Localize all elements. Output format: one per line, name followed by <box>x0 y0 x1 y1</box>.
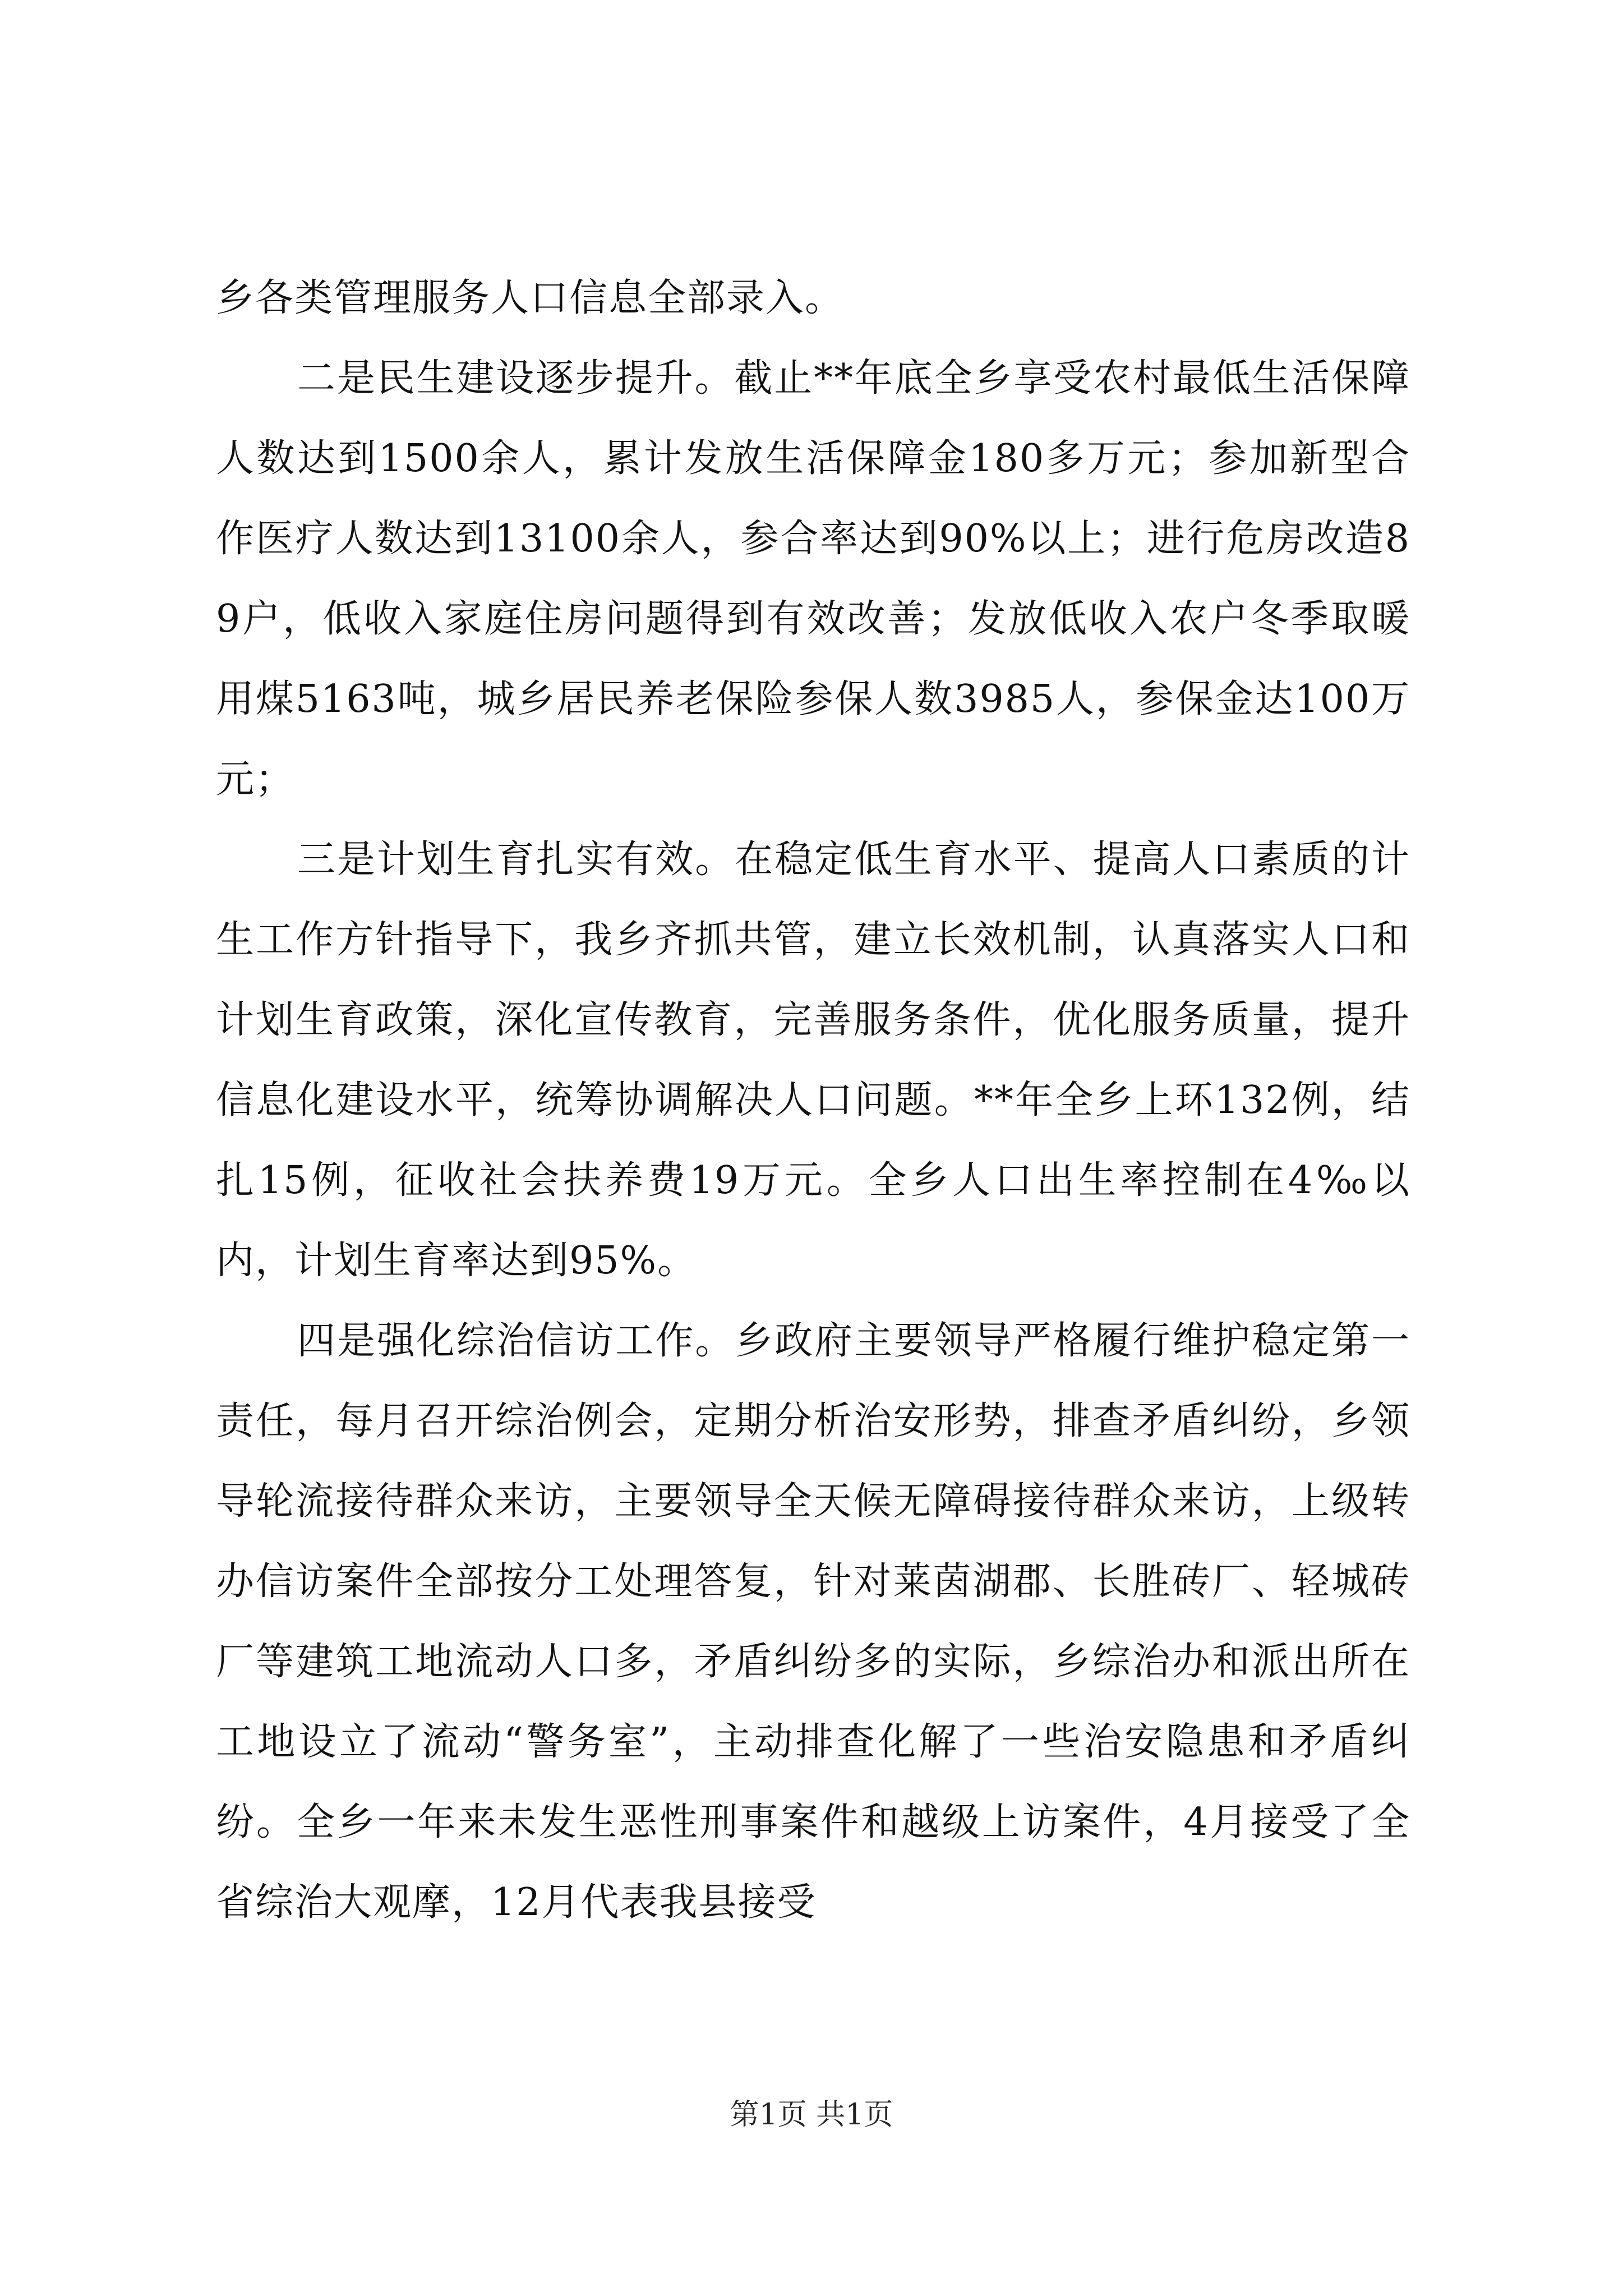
paragraph-3: 三是计划生育扎实有效。在稳定低生育水平、提高人口素质的计生工作方针指导下，我乡齐抓共管，建立长效机制，认真落实人口和计划生育政策，深化宣传教育，完善服务条件，优化服务质量，提升信息化建设水平，统筹协调解决人口问题。**年全乡上环132例，结扎15例，征收社会扶养费19万元。全乡人口出生率控制在4‰以内，计划生育率达到95%。 <box>216 838 1410 1283</box>
page-footer: 第1页 共1页 <box>730 2098 893 2132</box>
paragraph-4: 四是强化综治信访工作。乡政府主要领导严格履行维护稳定第一责任，每月召开综治例会，定期分析治安形势，排查矛盾纠纷，乡领导轮流接待群众来访，主要领导全天候无障碍接待群众来访，上级转办信访案件全部按分工处理答复，针对莱茵湖郡、长胜砖厂、轻城砖厂等建筑工地流动人口多，矛盾纠纷多的实际，乡综治办和派出所在工地设立了流动“警务室”，主动排查化解了一些治安隐患和矛盾纠纷。全乡一年来未发生恶性刑事案件和越级上访案件，4月接受了全省综治大观摩，12月代表我县接受 <box>216 1319 1410 1925</box>
paragraph-2: 二是民生建设逐步提升。截止**年底全乡享受农村最低生活保障人数达到1500余人，累计发放生活保障金180多万元；参加新型合作医疗人数达到13100余人，参合率达到90%以上；进行危房改造89户，低收入家庭住房问题得到有效改善；发放低收入农户冬季取暖用煤5163吨，城乡居民养老保险参保人数3985人，参保金达100万元； <box>216 356 1410 802</box>
document-body <box>216 258 1410 1943</box>
paragraph-1: 乡各类管理服务人口信息全部录入。 <box>216 276 845 320</box>
